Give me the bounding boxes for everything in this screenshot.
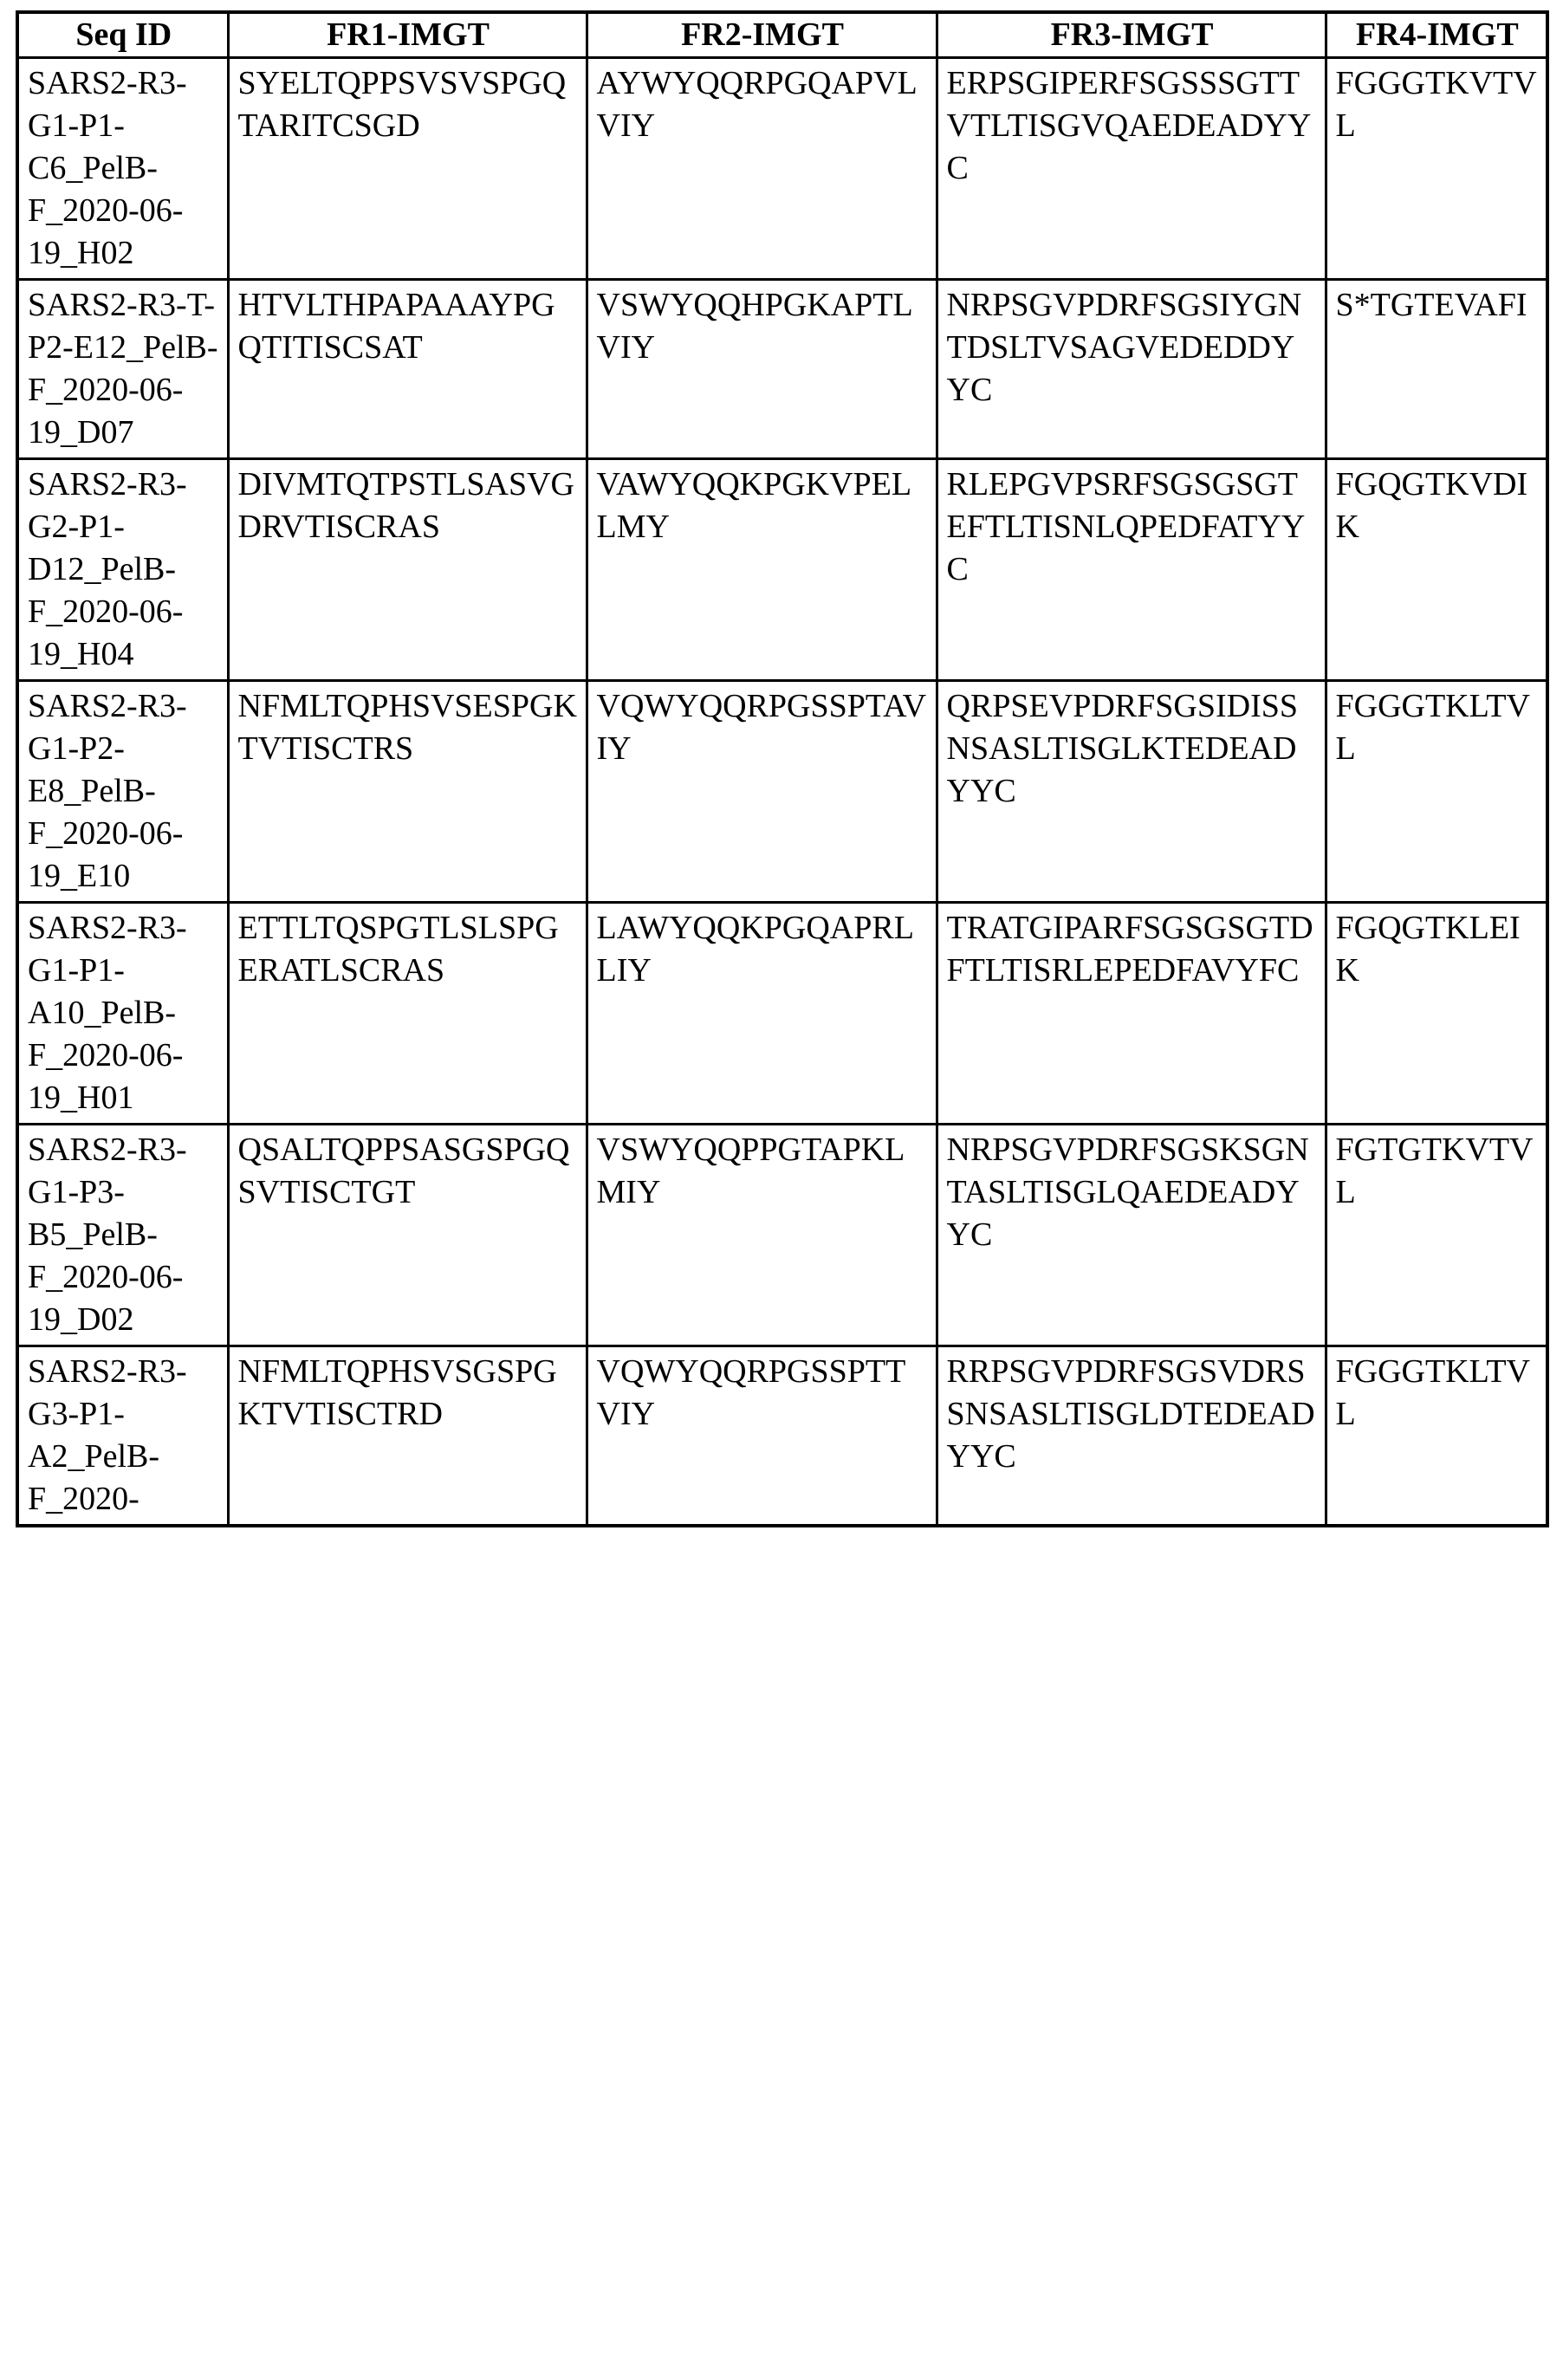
column-header-seq-id: Seq ID [17,12,228,57]
table-header [17,12,1547,57]
cell-seq-id: SARS2-R3-G1-P1-A10_PelB-F_2020-06-19_H01 [17,903,228,1125]
cell-fr2: VQWYQQRPGSSPTAVIY [587,681,937,903]
cell-fr2: VAWYQQKPGKVPELLMY [587,458,937,680]
cell-fr2: VSWYQQPPGTAPKLMIY [587,1125,937,1346]
cell-fr3: ERPSGIPERFSGSSSGTTVTLTISGVQAEDEADYYC [937,57,1326,279]
cell-fr4: FGGGTKLTVL [1326,1346,1547,1527]
cell-fr4: S*TGTEVAFI [1326,279,1547,458]
cell-fr2: VSWYQQHPGKAPTLVIY [587,279,937,458]
cell-fr2: LAWYQQKPGQAPRLLIY [587,903,937,1125]
table-row [17,279,1547,458]
cell-fr1: SYELTQPPSVSVSPGQTARITCSGD [228,57,587,279]
cell-fr3: TRATGIPARFSGSGSGTDFTLTISRLEPEDFAVYFC [937,903,1326,1125]
cell-seq-id: SARS2-R3-G3-P1-A2_PelB-F_2020- [17,1346,228,1527]
cell-fr3: NRPSGVPDRFSGSIYGNTDSLTVSAGVEDEDDYYC [937,279,1326,458]
table-row [17,1346,1547,1527]
cell-fr4: FGTGTKVTVL [1326,1125,1547,1346]
column-header-fr3-imgt: FR3-IMGT [937,12,1326,57]
table-row [17,57,1547,279]
cell-fr1: ETTLTQSPGTLSLSPGERATLSCRAS [228,903,587,1125]
column-header-fr1-imgt: FR1-IMGT [228,12,587,57]
cell-fr4: FGQGTKVDIK [1326,458,1547,680]
cell-fr2: VQWYQQRPGSSPTTVIY [587,1346,937,1527]
cell-fr3: NRPSGVPDRFSGSKSGNTASLTISGLQAEDEADYYC [937,1125,1326,1346]
cell-seq-id: SARS2-R3-G1-P1-C6_PelB-F_2020-06-19_H02 [17,57,228,279]
cell-fr3: RRPSGVPDRFSGSVDRSSNSASLTISGLDTEDEADYYC [937,1346,1326,1527]
header-row [17,12,1547,57]
cell-fr2: AYWYQQRPGQAPVLVIY [587,57,937,279]
cell-fr1: NFMLTQPHSVSESPGKTVTISCTRS [228,681,587,903]
cell-fr4: FGGGTKVTVL [1326,57,1547,279]
cell-fr1: QSALTQPPSASGSPGQSVTISCTGT [228,1125,587,1346]
column-header-fr2-imgt: FR2-IMGT [587,12,937,57]
table-row [17,1125,1547,1346]
cell-fr1: HTVLTHPAPAAAYPGQTITISCSAT [228,279,587,458]
cell-seq-id: SARS2-R3-G1-P2-E8_PelB-F_2020-06-19_E10 [17,681,228,903]
cell-seq-id: SARS2-R3-G2-P1-D12_PelB-F_2020-06-19_H04 [17,458,228,680]
column-header-fr4-imgt: FR4-IMGT [1326,12,1547,57]
cell-seq-id: SARS2-R3-G1-P3-B5_PelB-F_2020-06-19_D02 [17,1125,228,1346]
cell-fr4: FGGGTKLTVL [1326,681,1547,903]
cell-fr1: NFMLTQPHSVSGSPGKTVTISCTRD [228,1346,587,1527]
table-row [17,681,1547,903]
table-row [17,458,1547,680]
table-row [17,903,1547,1125]
imgt-framework-region-table [16,10,1549,1527]
cell-fr4: FGQGTKLEIK [1326,903,1547,1125]
cell-fr1: DIVMTQTPSTLSASVGDRVTISCRAS [228,458,587,680]
cell-seq-id: SARS2-R3-T-P2-E12_PelB-F_2020-06-19_D07 [17,279,228,458]
table-body [17,57,1547,1526]
cell-fr3: QRPSEVPDRFSGSIDISSNSASLTISGLKTEDEADYYC [937,681,1326,903]
cell-fr3: RLEPGVPSRFSGSGSGTEFTLTISNLQPEDFATYYC [937,458,1326,680]
